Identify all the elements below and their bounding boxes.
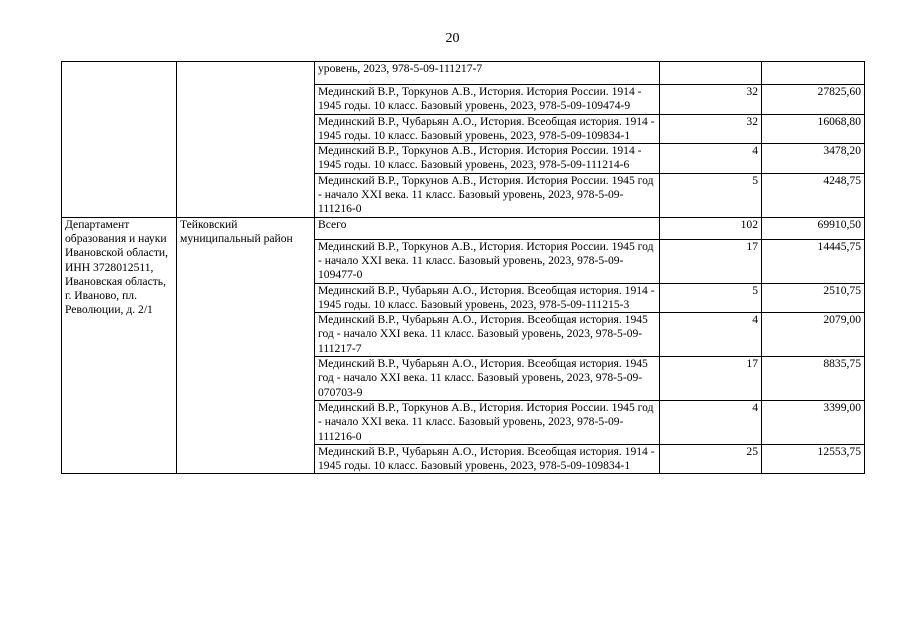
quantity-cell: 4 bbox=[660, 400, 762, 444]
amount-cell: 8835,75 bbox=[762, 357, 865, 401]
amount-cell: 14445,75 bbox=[762, 239, 865, 283]
textbook-cell: Мединский В.Р., Чубарьян А.О., История. Всеобщая история. 1914 - 1945 годы. 10 класс. Базовый уровень, 2023, 978-5-09-109834-1 bbox=[315, 114, 660, 144]
organization-cell: Департамент образования и науки Ивановской области, ИНН 3728012511, Ивановская область, г. Иваново, пл. Революции, д. 2/1 bbox=[62, 217, 177, 474]
textbook-cell: уровень, 2023, 978-5-09-111217-7 bbox=[315, 62, 660, 85]
quantity-cell bbox=[660, 62, 762, 85]
amount-cell: 2510,75 bbox=[762, 283, 865, 313]
total-quantity-cell: 102 bbox=[660, 217, 762, 239]
quantity-cell: 4 bbox=[660, 144, 762, 174]
table-row-total bbox=[62, 217, 865, 239]
quantity-cell: 17 bbox=[660, 239, 762, 283]
amount-cell: 3399,00 bbox=[762, 400, 865, 444]
textbook-cell: Мединский В.Р., Торкунов А.В., История. История России. 1945 год - начало XXI века. 11 класс. Базовый уровень, 2023, 978-5-09-111216-0 bbox=[315, 400, 660, 444]
textbook-cell: Мединский В.Р., Чубарьян А.О., История. Всеобщая история. 1945 год - начало XXI века. 11 класс. Базовый уровень, 2023, 978-5-09-070703-9 bbox=[315, 357, 660, 401]
textbook-cell: Мединский В.Р., Торкунов А.В., История. История России. 1945 год - начало XXI века. 11 класс. Базовый уровень, 2023, 978-5-09-111216-0 bbox=[315, 173, 660, 217]
textbook-cell: Мединский В.Р., Торкунов А.В., История. История России. 1914 - 1945 годы. 10 класс. Базовый уровень, 2023, 978-5-09-109474-9 bbox=[315, 85, 660, 115]
textbook-cell: Мединский В.Р., Торкунов А.В., История. История России. 1914 - 1945 годы. 10 класс. Базовый уровень, 2023, 978-5-09-111214-6 bbox=[315, 144, 660, 174]
total-amount-cell: 69910,50 bbox=[762, 217, 865, 239]
amount-cell: 4248,75 bbox=[762, 173, 865, 217]
table-row bbox=[62, 62, 865, 85]
quantity-cell: 17 bbox=[660, 357, 762, 401]
quantity-cell: 5 bbox=[660, 283, 762, 313]
quantity-cell: 5 bbox=[660, 173, 762, 217]
amount-cell: 12553,75 bbox=[762, 444, 865, 474]
textbook-cell: Мединский В.Р., Чубарьян А.О., История. Всеобщая история. 1914 - 1945 годы. 10 класс. Базовый уровень, 2023, 978-5-09-111215-3 bbox=[315, 283, 660, 313]
quantity-cell: 32 bbox=[660, 85, 762, 115]
amount-cell bbox=[762, 62, 865, 85]
quantity-cell: 4 bbox=[660, 313, 762, 357]
quantity-cell: 32 bbox=[660, 114, 762, 144]
organization-cell bbox=[62, 62, 177, 218]
amount-cell: 2079,00 bbox=[762, 313, 865, 357]
amount-cell: 16068,80 bbox=[762, 114, 865, 144]
district-cell bbox=[177, 62, 315, 218]
total-label-cell: Всего bbox=[315, 217, 660, 239]
page-number: 20 bbox=[445, 31, 460, 46]
amount-cell: 3478,20 bbox=[762, 144, 865, 174]
textbook-cell: Мединский В.Р., Чубарьян А.О., История. Всеобщая история. 1945 год - начало XXI века. 11 класс. Базовый уровень, 2023, 978-5-09-111217-7 bbox=[315, 313, 660, 357]
district-cell: Тейковский муниципальный район bbox=[177, 217, 315, 474]
quantity-cell: 25 bbox=[660, 444, 762, 474]
textbook-cell: Мединский В.Р., Торкунов А.В., История. История России. 1945 год - начало XXI века. 11 класс. Базовый уровень, 2023, 978-5-09-109477-0 bbox=[315, 239, 660, 283]
amount-cell: 27825,60 bbox=[762, 85, 865, 115]
textbook-table bbox=[61, 61, 865, 474]
textbook-cell: Мединский В.Р., Чубарьян А.О., История. Всеобщая история. 1914 - 1945 годы. 10 класс. Базовый уровень, 2023, 978-5-09-109834-1 bbox=[315, 444, 660, 474]
